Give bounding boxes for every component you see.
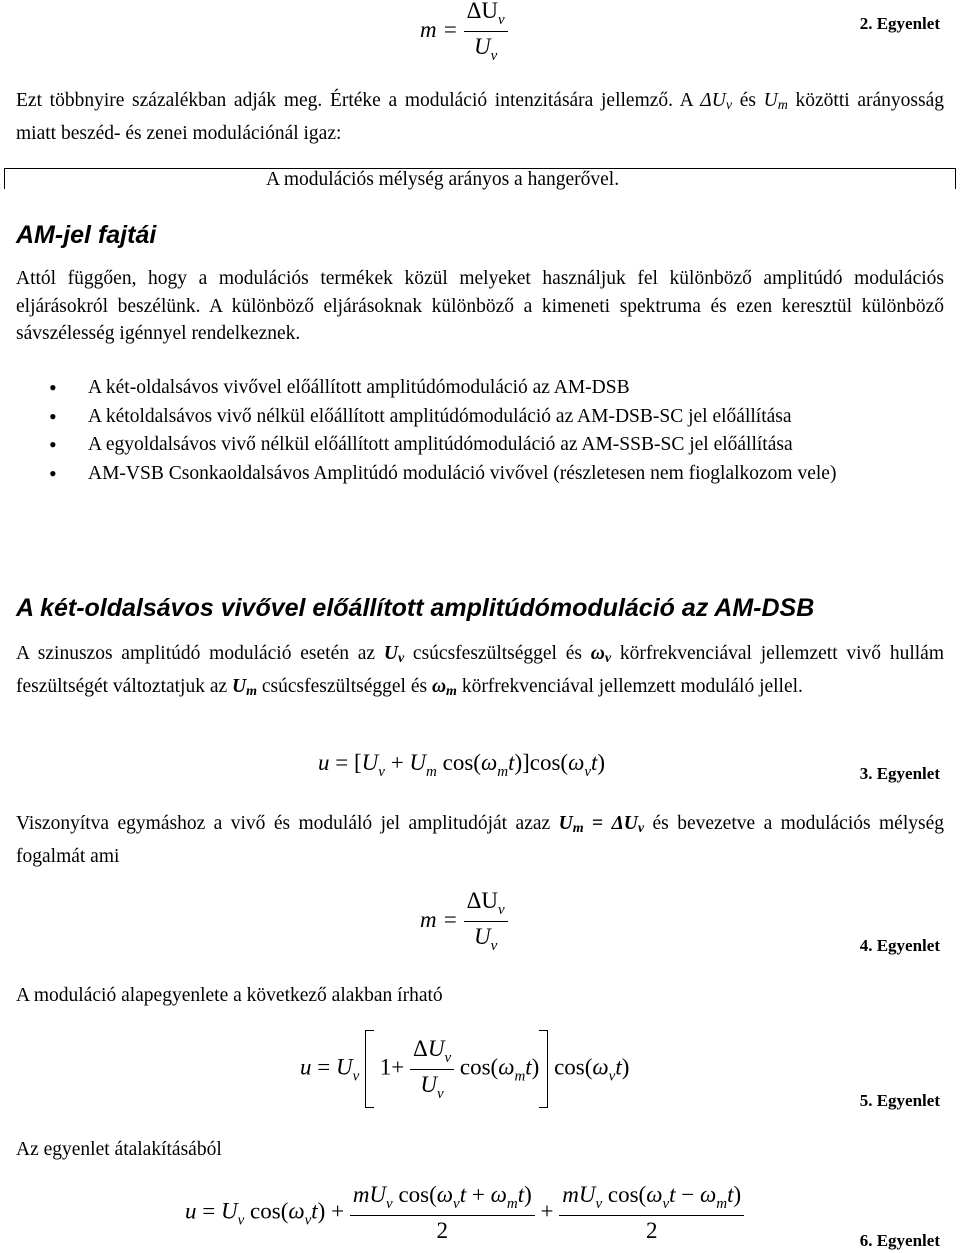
denominator: U [474, 924, 491, 949]
equation-4 [420, 888, 508, 955]
text: Viszonyítva egymáshoz a vivő és moduláló jel amplitudóját azaz [16, 813, 559, 834]
text: körfrekvenciával jellemzett moduláló jellel. [456, 675, 803, 697]
equation-3-label: 3. Egyenlet [859, 764, 940, 783]
text: és bevezetve a modulációs mélység fogalmát ami [16, 813, 944, 867]
equation-4-label: 4. Egyenlet [859, 936, 940, 955]
subscript: m [246, 683, 258, 699]
list-item: • A kétoldalsávos vivő nélkül előállított amplitúdómoduláció az AM-DSB-SC jel előállítása [16, 403, 944, 431]
text: és [732, 90, 764, 111]
text: ΔU [611, 813, 638, 834]
fraction [464, 0, 508, 65]
box-text: A modulációs mélység arányos a hangerővel. [266, 169, 620, 190]
subscript: v [498, 12, 505, 28]
equation-2 [420, 0, 508, 65]
section-heading-am-dsb: A két-oldalsávos vivővel előállított amplitúdómoduláció az AM-DSB [16, 594, 815, 622]
equation-5-label: 5. Egyenlet [859, 1091, 940, 1110]
text: U [383, 643, 398, 664]
list-item: • A két-oldalsávos vivővel előállított amplitúdómoduláció az AM-DSB [16, 374, 944, 402]
section2-paragraph-1 [16, 640, 944, 705]
text: közötti arányosság miatt beszéd- és zenei modulációnál igaz: [16, 90, 944, 144]
subscript: m [572, 821, 584, 836]
text: csúcsfeszültséggel és [257, 675, 432, 697]
subscript: m [777, 98, 788, 113]
equation-5: $u = U_v$ 1+ $\frac{\Delta U_v}{U_v}$ $\cos(\omega_mt)$ $\cos(\omega_vt)$ [300, 1030, 629, 1108]
text: U [558, 813, 573, 834]
text: U [232, 675, 247, 697]
equation-lhs: m = [420, 906, 458, 932]
text: ΔU [700, 90, 726, 111]
subscript: v [490, 938, 498, 954]
subscript: v [498, 902, 505, 918]
text: A szinuszos amplitúdó moduláció esetén az [16, 643, 384, 664]
equation-6: $u = U_v$ $\cos(\omega_vt)$ + $\frac{mU_v \cos(\omega_vt + \omega_mt)}{2}$ + $\frac{mU_v \cos(\omega_vt - \omega_mt)}{2}$ [185, 1182, 744, 1244]
section2-paragraph-2 [16, 810, 944, 870]
text: = [583, 813, 612, 834]
subscript: m [446, 683, 457, 699]
text: ω [590, 643, 605, 664]
section-heading-am-types: AM-jel fajtái [16, 221, 157, 249]
subscript: v [725, 98, 733, 113]
subscript: v [604, 651, 612, 666]
equation-lhs: m = [420, 16, 458, 42]
denominator: U [474, 34, 491, 59]
equation-6-label: 6. Egyenlet [859, 1231, 940, 1250]
text: körfrekvenciával jellemzett vivő hullám feszültségét változtatjuk az [16, 643, 944, 697]
text: U [763, 90, 778, 111]
numerator: ΔU [466, 0, 499, 23]
text: Ezt többnyire százalékban adják meg. Értéke a moduláció intenzitására jellemző. A [16, 90, 701, 111]
section2-paragraph-3: A moduláció alapegyenlete a következő alakban írható [16, 985, 443, 1006]
section2-paragraph-4: Az egyenlet átalakításából [16, 1139, 222, 1160]
subscript: v [490, 48, 498, 64]
equation-2-label: 2. Egyenlet [859, 14, 940, 33]
text: ω [431, 675, 447, 697]
section1-paragraph: Attól függően, hogy a modulációs termékek közül melyeket használjuk fel különböző amplitúdó modulációs eljárásokról beszélünk. A különböző eljárásoknak különböző a kimeneti spektruma és ezen keresztül különböző sávszélesség igénnyel rendelkeznek. [16, 268, 944, 344]
subscript: v [637, 821, 645, 836]
intro-paragraph [16, 87, 944, 147]
fraction [464, 888, 508, 955]
equation-3: $u = [U_v + U_m$ $\cos(\omega_mt)]\cos(\omega_vt)$ [318, 750, 606, 780]
list-item: • AM-VSB Csonkaoldalsávos Amplitúdó moduláció vivővel (részletesen nem fioglalkozom vele) [16, 460, 944, 488]
text: csúcsfeszültséggel és [404, 643, 591, 664]
subscript: v [397, 651, 405, 666]
list-item: • A egyoldalsávos vivő nélkül előállított amplitúdómoduláció az AM-SSB-SC jel előállítása [16, 431, 944, 459]
bullet-list [16, 374, 944, 488]
numerator: ΔU [466, 888, 499, 913]
